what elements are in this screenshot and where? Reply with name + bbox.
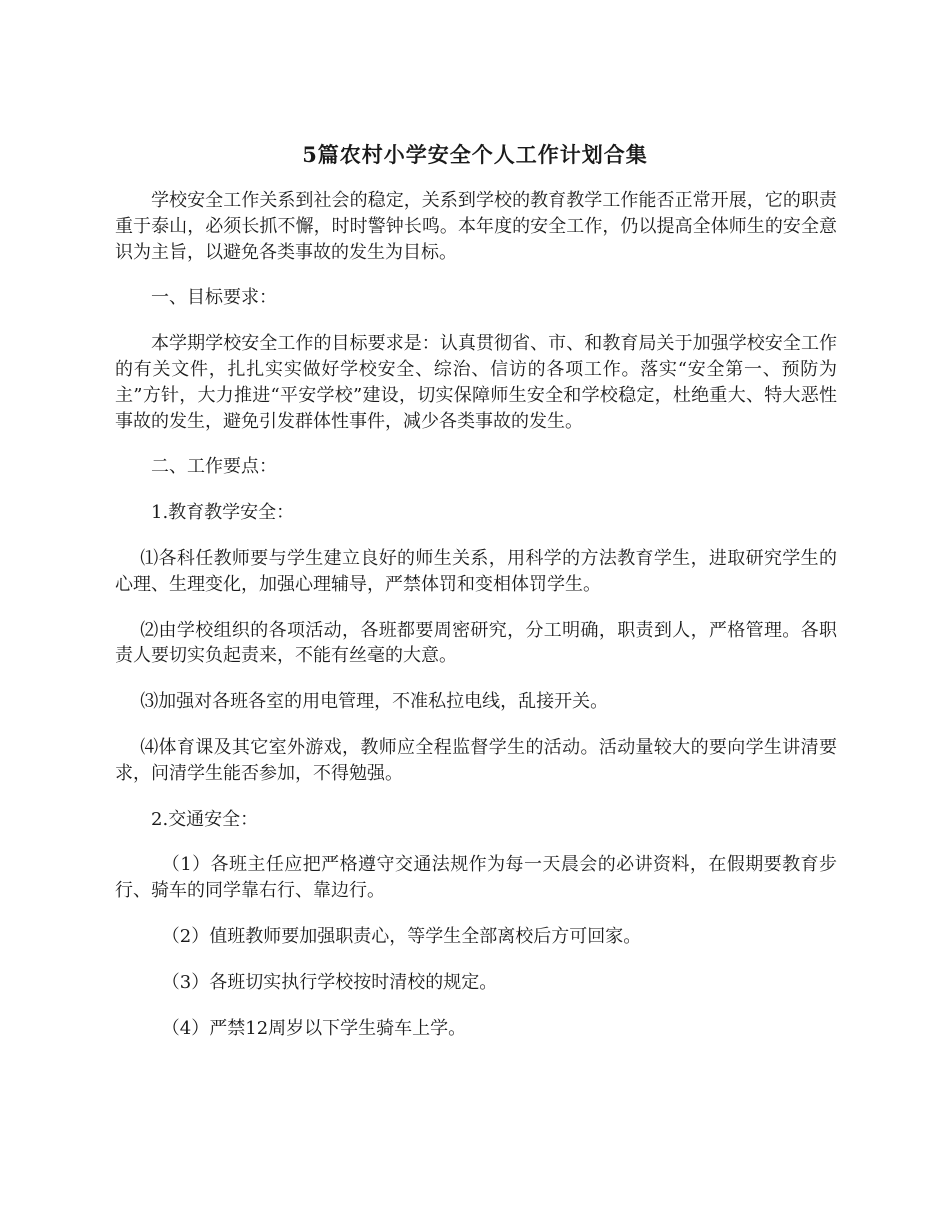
list-item-teaching-2: ⑵由学校组织的各项活动，各班都要周密研究，分工明确，职责到人，严格管理。各职责人要切实负起责来，不能有丝毫的大意。 — [115, 619, 837, 667]
heading-goals: 一、目标要求： — [151, 287, 277, 309]
heading-traffic-safety: 2.交通安全： — [151, 808, 259, 830]
list-item-traffic-4: （4）严禁12周岁以下学生骑车上学。 — [161, 1017, 467, 1039]
paragraph-intro: 学校安全工作关系到社会的稳定，关系到学校的教育教学工作能否正常开展，它的职责重于泰山，必须长抓不懈，时时警钟长鸣。本年度的安全工作，仍以提高全体师生的安全意识为主旨，以避免各类事故的发生为目标。 — [115, 190, 837, 263]
list-item-teaching-3: ⑶加强对各班各室的用电管理，不准私拉电线，乱接开关。 — [140, 691, 609, 713]
heading-work-points: 二、工作要点： — [151, 456, 277, 478]
heading-teaching-safety: 1.教育教学安全： — [151, 502, 295, 524]
document-title: 5篇农村小学安全个人工作计划合集 — [302, 142, 648, 167]
list-item-traffic-1: （1）各班主任应把严格遵守交通法规作为每一天晨会的必讲资料，在假期要教育步行、骑车的同学靠右行、靠边行。 — [115, 854, 837, 902]
list-item-teaching-1: ⑴各科任教师要与学生建立良好的师生关系，用科学的方法教育学生，进取研究学生的心理、生理变化，加强心理辅导，严禁体罚和变相体罚学生。 — [115, 547, 837, 595]
list-item-traffic-2: （2）值班教师要加强职责心，等学生全部离校后方可回家。 — [161, 925, 642, 947]
document-body — [115, 188, 837, 1059]
list-item-teaching-4: ⑷体育课及其它室外游戏，教师应全程监督学生的活动。活动量较大的要向学生讲清要求，问清学生能否参加，不得勉强。 — [115, 736, 837, 784]
list-item-traffic-3: （3）各班切实执行学校按时清校的规定。 — [161, 971, 498, 993]
paragraph-goals: 本学期学校安全工作的目标要求是：认真贯彻省、市、和教育局关于加强学校安全工作的有关文件，扎扎实实做好学校安全、综治、信访的各项工作。落实“安全第一、预防为主”方针，大力推进“平安学校”建设，切实保障师生安全和学校稳定，杜绝重大、特大恶性事故的发生，避免引发群体性事件，减少各类事故的发生。 — [115, 333, 837, 432]
